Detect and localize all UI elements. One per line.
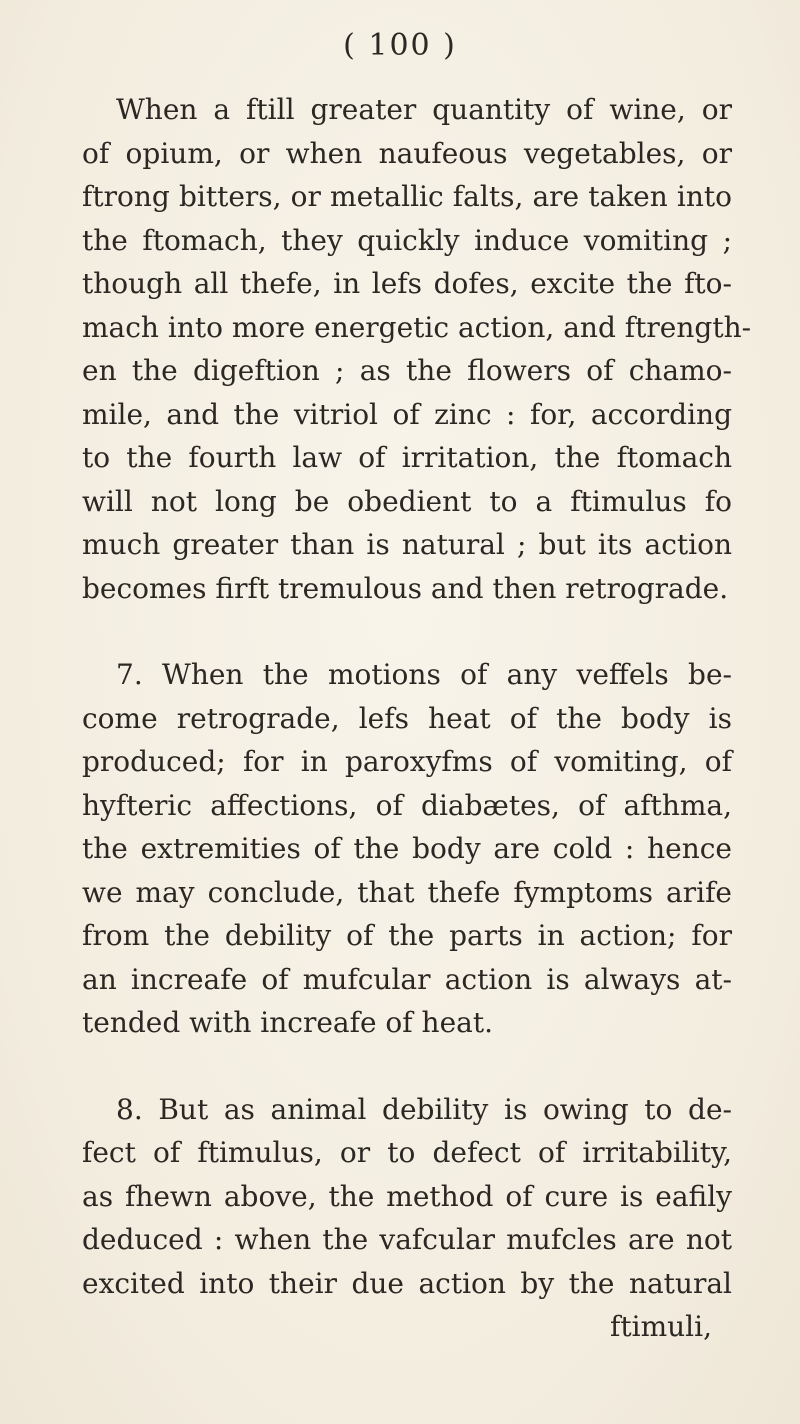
paragraph-1	[82, 88, 752, 610]
text-line: produced; for in paroxyfms of vomiting, of	[82, 745, 732, 778]
text-line: though all thefe, in lefs dofes, excite the fto-	[82, 267, 732, 300]
text-line: deduced : when the vafcular mufcles are not	[82, 1223, 732, 1256]
text-line: much greater than is natural ; but its action	[82, 528, 732, 561]
text-line: to the fourth law of irritation, the ftomach	[82, 441, 732, 474]
catchword: ftimuli,	[610, 1310, 712, 1343]
text-line: hyfteric affections, of diabætes, of afthma,	[82, 788, 732, 822]
text-line: we may conclude, that thefe fymptoms arife	[82, 875, 732, 909]
text-line: mach into more energetic action, and ftrength-	[82, 310, 752, 344]
page-number: ( 100 )	[343, 28, 457, 63]
text-line: ftrong bitters, or metallic falts, are taken into	[82, 180, 732, 213]
text-line: the extremities of the body are cold : hence	[82, 832, 732, 865]
text-line: come retrograde, lefs heat of the body is	[82, 701, 732, 735]
page-text	[82, 88, 752, 1349]
text-line: excited into their due action by the natural	[82, 1266, 732, 1300]
text-line: of opium, or when naufeous vegetables, or	[82, 136, 732, 170]
text-line: 8. But as animal debility is owing to de-	[116, 1092, 732, 1126]
text-line: as fhewn above, the method of cure is eafily	[82, 1179, 732, 1213]
text-line: tended with increafe of heat.	[82, 1006, 494, 1039]
text-line: will not long be obedient to a ftimulus fo	[82, 484, 732, 518]
text-line: mile, and the vitriol of zinc : for, according	[82, 397, 732, 431]
paragraph-2	[82, 653, 732, 1045]
text-line: 7. When the motions of any veffels be-	[116, 658, 732, 691]
text-line: an increafe of mufcular action is always at-	[82, 962, 732, 996]
text-line: the ftomach, they quickly induce vomiting ;	[82, 223, 732, 257]
text-line: becomes firft tremulous and then retrograde.	[82, 571, 729, 605]
text-line: from the debility of the parts in action; for	[82, 919, 732, 952]
text-line: en the digeftion ; as the flowers of chamo-	[82, 354, 732, 387]
paragraph-gap	[82, 1045, 732, 1088]
text-line: fect of ftimulus, or to defect of irritability,	[82, 1136, 732, 1169]
paragraph-gap	[82, 610, 732, 653]
paragraph-3	[82, 1088, 732, 1349]
text-line: When a ftill greater quantity of wine, or	[116, 93, 732, 126]
